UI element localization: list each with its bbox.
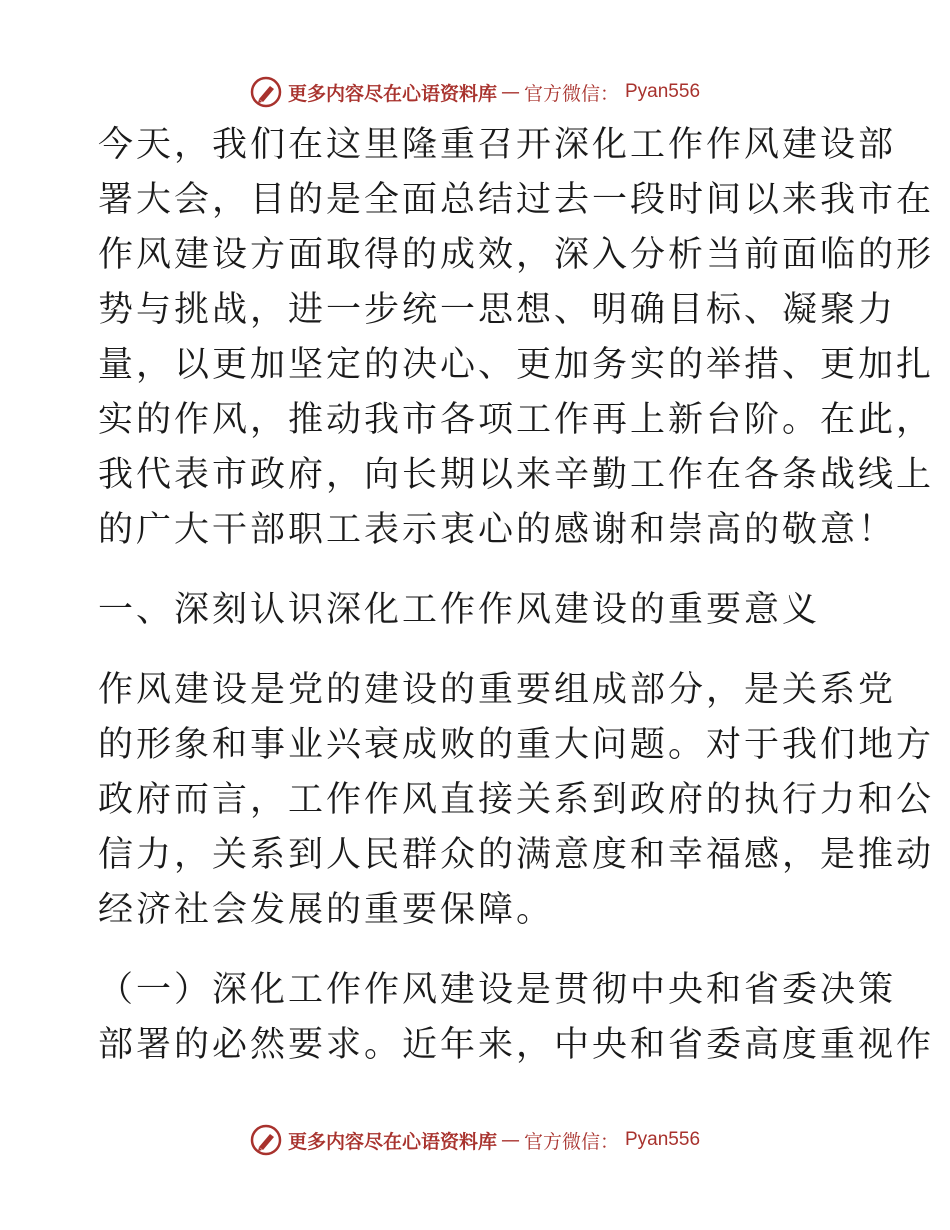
- text-line: 势与挑战，进一步统一思想、明确目标、凝聚力: [98, 290, 897, 330]
- text-line: 作风建设方面取得的成效，深入分析当前面临的形: [98, 235, 935, 275]
- banner-official-label: 官方微信：: [523, 82, 619, 105]
- text-line: 部署的必然要求。近年来，中央和省委高度重视作: [98, 1025, 935, 1065]
- banner-wechat-id: Pyan556: [625, 1129, 701, 1150]
- text-line: 实的作风，推动我市各项工作再上新台阶。在此，: [98, 400, 935, 440]
- text-line: 的形象和事业兴衰成败的重大问题。对于我们地方: [98, 725, 935, 765]
- heading-line: 一、深刻认识深化工作作风建设的重要意义: [98, 590, 821, 630]
- pen-circle-logo-icon: [250, 1124, 282, 1156]
- paragraph-intro: [98, 118, 935, 558]
- banner-separator: —: [500, 81, 520, 103]
- banner-official-label: 官方微信：: [523, 1130, 619, 1153]
- text-line: 作风建设是党的建设的重要组成部分，是关系党: [98, 670, 897, 710]
- text-line: 信力，关系到人民群众的满意度和幸福感，是推动: [98, 835, 935, 875]
- pen-circle-logo-icon: [250, 76, 282, 108]
- document-body: [98, 118, 935, 1073]
- text-line: 政府而言，工作作风直接关系到政府的执行力和公: [98, 780, 935, 820]
- section-heading: [98, 583, 858, 638]
- banner-main-text: 更多内容尽在心语资料库: [287, 82, 497, 105]
- text-line: 经济社会发展的重要保障。: [98, 890, 555, 930]
- paragraph-significance: [98, 663, 935, 938]
- text-line: 量，以更加坚定的决心、更加务实的举措、更加扎: [98, 345, 935, 385]
- text-line: （一）深化工作作风建设是贯彻中央和省委决策: [98, 970, 897, 1010]
- text-line: 我代表市政府，向长期以来辛勤工作在各条战线上: [98, 455, 935, 495]
- text-line: 的广大干部职工表示衷心的感谢和崇高的敬意！: [98, 510, 897, 550]
- text-line: 署大会，目的是全面总结过去一段时间以来我市在: [98, 180, 935, 220]
- banner-wechat-id: Pyan556: [625, 81, 701, 102]
- banner-separator: —: [500, 1129, 520, 1151]
- text-line: 今天，我们在这里隆重召开深化工作作风建设部: [98, 125, 897, 165]
- footer-watermark-banner: [0, 1120, 950, 1160]
- banner-main-text: 更多内容尽在心语资料库: [287, 1130, 497, 1153]
- paragraph-subsection-one: [98, 963, 935, 1073]
- header-watermark-banner: [0, 72, 950, 112]
